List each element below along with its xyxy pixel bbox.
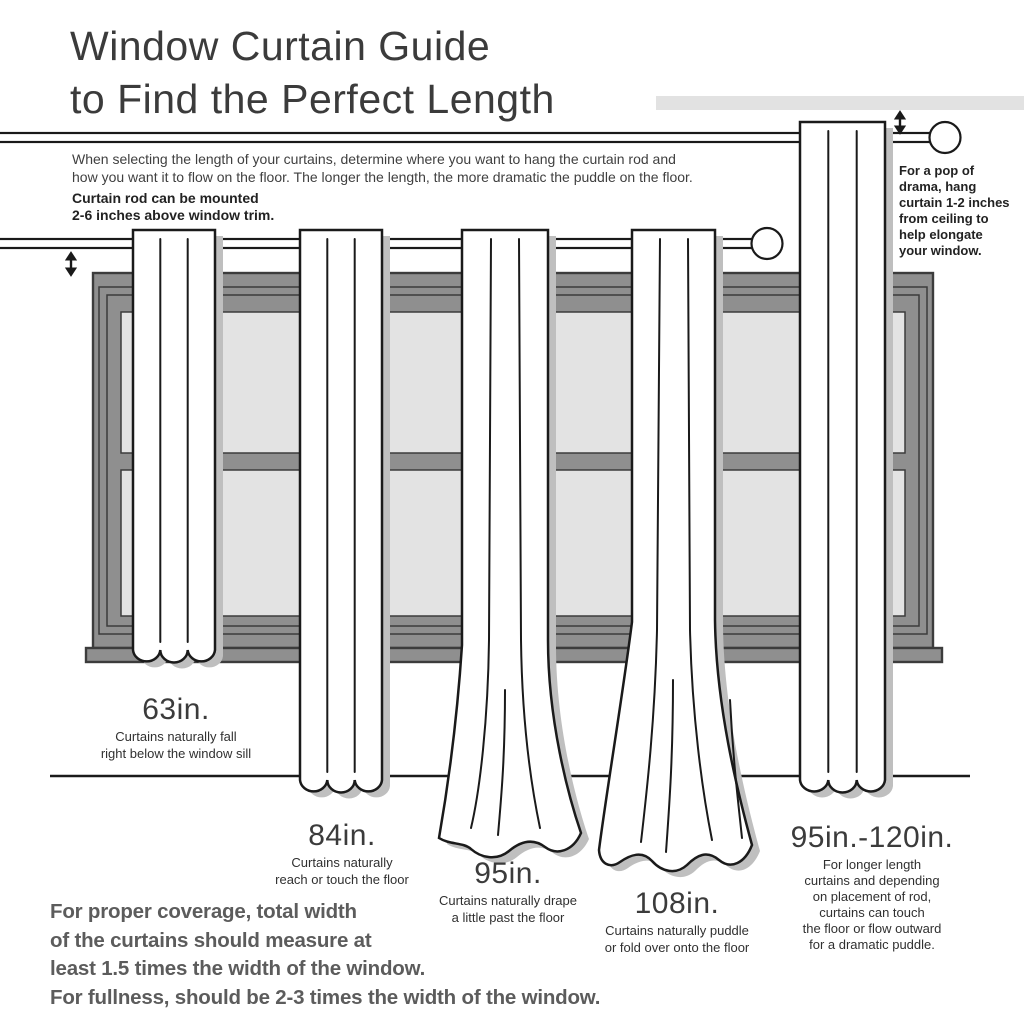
label-63in: [66, 694, 286, 762]
intro-text: [72, 151, 693, 186]
lower-rod-finial: [752, 228, 783, 259]
title-line-2: to Find the Perfect Length: [70, 76, 555, 122]
length-value: 108in.: [634, 887, 720, 920]
length-description-line: Curtains naturally puddle: [605, 923, 749, 938]
drama-note-line: drama, hang: [899, 179, 977, 194]
length-description-line: right below the window sill: [100, 745, 252, 761]
curtain-63in: [133, 230, 223, 668]
length-description-line: For longer length: [822, 857, 922, 872]
length-description-line: curtains and depending: [804, 873, 940, 888]
length-description-line: Curtains naturally: [291, 855, 393, 870]
drama-note-line: For a pop of: [899, 163, 975, 178]
rod-height-arrow-icon: [66, 252, 76, 276]
length-description-line: curtains can touch: [819, 905, 925, 920]
length-description-line: Curtains naturally drape: [438, 893, 578, 908]
ceiling-bar: [656, 96, 1024, 110]
rod-note-line: Curtain rod can be mounted: [72, 190, 259, 206]
coverage-note: [50, 898, 600, 1012]
length-value: 63in.: [142, 693, 210, 726]
drama-note-line: curtain 1-2 inches: [899, 195, 1010, 210]
length-description-line: the floor or flow outward: [802, 921, 942, 936]
coverage-note-line: For proper coverage, total width: [50, 900, 357, 923]
length-value: 95in.-120in.: [790, 821, 954, 854]
drama-note-line: help elongate: [899, 227, 983, 242]
length-value: 84in.: [308, 819, 376, 852]
length-description-line: on placement of rod,: [812, 889, 932, 904]
coverage-note-line: least 1.5 times the width of the window.: [50, 957, 426, 980]
rod-note-line: 2-6 inches above window trim.: [72, 206, 275, 223]
coverage-note-line: of the curtains should measure at: [50, 928, 372, 952]
ceiling-gap-arrow-icon: [895, 111, 905, 134]
drama-note-line: from ceiling to: [899, 211, 989, 226]
title-line-1: Window Curtain Guide: [70, 23, 491, 69]
curtain-95-120in: [800, 122, 893, 799]
intro-line: When selecting the length of your curtains, determine where you want to hang the curtain rod and: [72, 151, 676, 167]
length-description-line: for a dramatic puddle.: [809, 937, 935, 952]
drama-note-line: your window.: [899, 243, 982, 258]
length-description-line: Curtains naturally fall: [115, 729, 237, 744]
length-description-line: reach or touch the floor: [275, 871, 409, 887]
ceiling-hang-note: [899, 163, 1010, 259]
upper-rod-finial: [930, 122, 961, 153]
length-value: 95in.: [474, 857, 542, 890]
curtain-84in: [300, 230, 390, 799]
rod-mounting-note: [72, 190, 274, 223]
length-description-line: or fold over onto the floor: [604, 939, 750, 955]
page-title: [70, 20, 555, 126]
label-95in-120in: [757, 822, 987, 953]
length-description-line: a little past the floor: [451, 909, 565, 925]
intro-line: how you want it to flow on the floor. The longer the length, the more dramatic the puddle on the floor.: [72, 168, 693, 185]
coverage-note-line: For fullness, should be 2-3 times the width of the window.: [50, 985, 601, 1009]
